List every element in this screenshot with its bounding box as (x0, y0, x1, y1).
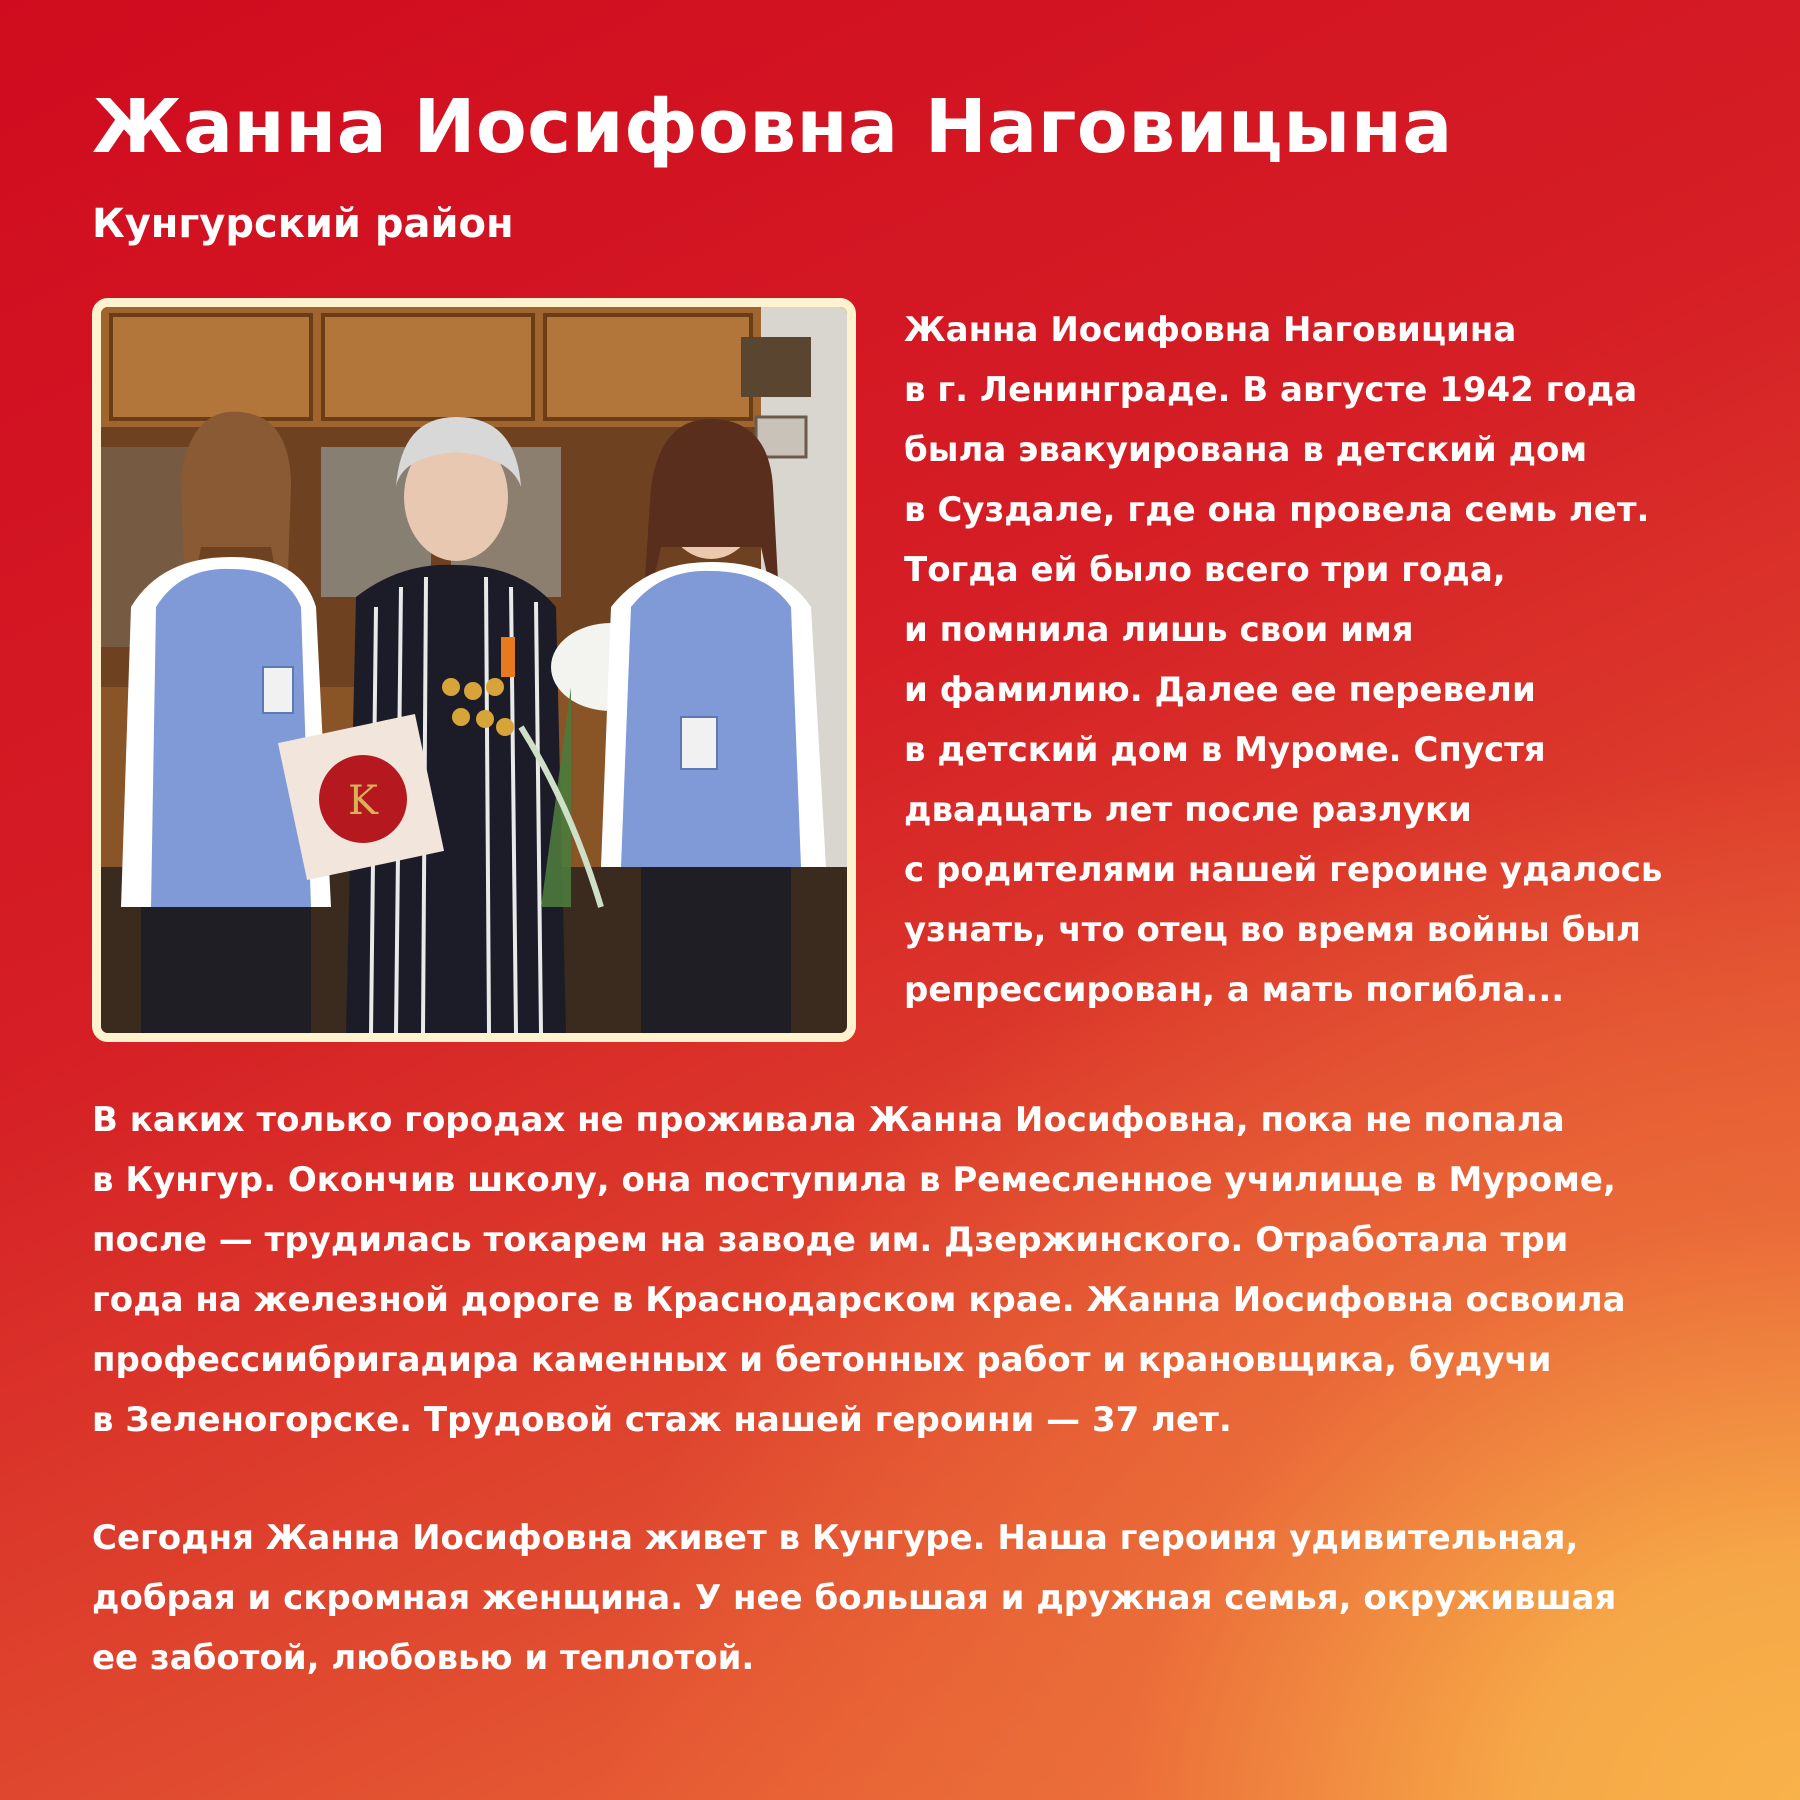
text-line: в Кунгур. Окончив школу, она поступила в Ремесленное училище в Муроме, (92, 1160, 1616, 1200)
text-line: в Зеленогорске. Трудовой стаж нашей героини — 37 лет. (92, 1400, 1232, 1440)
photo-three-women-icon (101, 307, 847, 1033)
text-line: В каких только городах не проживала Жанна Иосифовна, пока не попала (92, 1100, 1565, 1140)
text-line: в Суздале, где она провела семь лет. (904, 490, 1650, 530)
text-line: добрая и скромная женщина. У нее большая и дружная семья, окружившая (92, 1578, 1617, 1618)
biography-today-paragraph (92, 1508, 1772, 1688)
biography-career-paragraph (92, 1090, 1772, 1450)
svg-text:K: K (348, 778, 378, 824)
text-line: и помнила лишь свои имя (904, 610, 1414, 650)
text-line: Тогда ей было всего три года, (904, 550, 1506, 590)
text-line: Жанна Иосифовна Наговицина (904, 310, 1517, 350)
text-line: в детский дом в Муроме. Спустя (904, 730, 1546, 770)
text-line: Сегодня Жанна Иосифовна живет в Кунгуре. Наша героиня удивительная, (92, 1518, 1579, 1558)
text-line: после — трудилась токарем на заводе им. Дзержинского. Отработала три (92, 1220, 1569, 1260)
district-subtitle: Кунгурский район (92, 201, 514, 247)
text-line: и фамилию. Далее ее перевели (904, 670, 1536, 710)
text-line: была эвакуирована в детский дом (904, 430, 1588, 470)
text-line: узнать, что отец во время войны был (904, 910, 1641, 950)
text-line: года на железной дороге в Краснодарском крае. Жанна Иосифовна освоила (92, 1280, 1626, 1320)
page-title: Жанна Иосифовна Наговицына (92, 84, 1453, 170)
text-line: репрессирован, а мать погибла... (904, 970, 1565, 1010)
text-line: ее заботой, любовью и теплотой. (92, 1638, 755, 1678)
biography-intro (904, 300, 1784, 1020)
photo-frame (92, 298, 856, 1042)
text-line: с родителями нашей героине удалось (904, 850, 1663, 890)
text-line: профессиибригадира каменных и бетонных работ и крановщика, будучи (92, 1340, 1552, 1380)
text-line: двадцать лет после разлуки (904, 790, 1472, 830)
text-line: в г. Ленинграде. В августе 1942 года (904, 370, 1638, 410)
